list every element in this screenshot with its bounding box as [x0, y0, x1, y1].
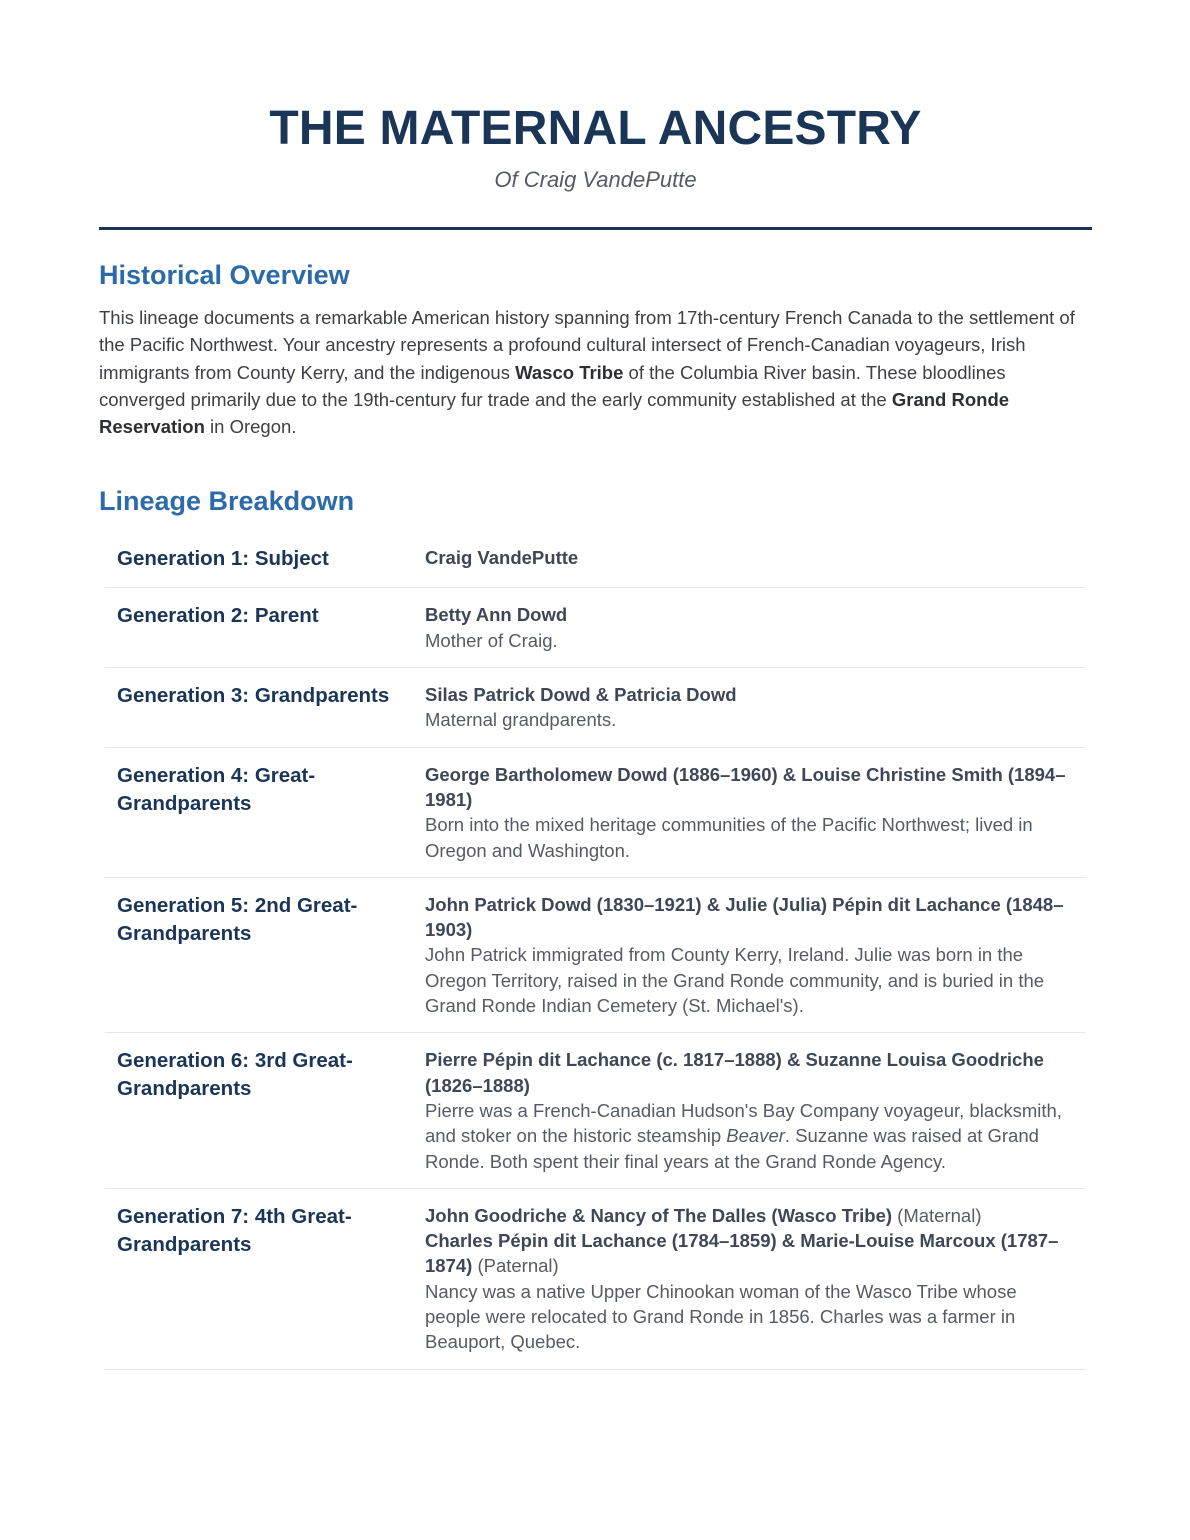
ancestor-names: Silas Patrick Dowd & Patricia Dowd [425, 684, 737, 706]
ancestor-note [425, 1098, 1074, 1174]
lineage-row-gen6 [105, 1033, 1086, 1188]
generation-label: Generation 1: Subject [105, 538, 417, 588]
overview-text: of the Columbia River basin. These bloodlines converged primarily due to the 19th-century fur trade and the early community established at the [99, 361, 1006, 410]
document-title: THE MATERNAL ANCESTRY [269, 102, 922, 155]
lineage-row-gen5 [105, 877, 1086, 1032]
note-text: . Suzanne was raised at Grand Ronde. Both spent their final years at the Grand Ronde Agency. [425, 1125, 1039, 1172]
generation-details [417, 668, 1086, 748]
lineage-row-gen7 [105, 1188, 1086, 1369]
lineage-row-gen2 [105, 588, 1086, 668]
note-text: Pierre was a French-Canadian Hudson's Bay Company voyageur, blacksmith, and stoker on the historic steamship [425, 1099, 1062, 1147]
document-subtitle: Of Craig VandePutte [494, 167, 697, 192]
ancestor-names: Charles Pépin dit Lachance (1784–1859) & Marie-Louise Marcoux (1787–1874) [425, 1230, 1059, 1277]
generation-label: Generation 6: 3rd Great-Grandparents [105, 1033, 417, 1188]
lineage-table [105, 538, 1086, 1369]
generation-label: Generation 7: 4th Great-Grandparents [105, 1188, 417, 1369]
ancestor-note: John Patrick immigrated from County Kerry, Ireland. Julie was born in the Oregon Territory, raised in the Grand Ronde community, and is buried in the Grand Ronde Indian Cemetery (St. Michael's). [425, 944, 1045, 1017]
lineage-row-gen3 [105, 668, 1086, 748]
generation-details [417, 538, 1086, 588]
generation-details [417, 877, 1086, 1032]
ancestor-note: Born into the mixed heritage communities of the Pacific Northwest; lived in Oregon and Washington. [425, 814, 1033, 861]
ship-name: Beaver [726, 1125, 785, 1147]
overview-text: in Oregon. [204, 416, 297, 438]
generation-details [417, 588, 1086, 668]
generation-label: Generation 4: Great-Grandparents [105, 747, 417, 877]
ancestor-note: Mother of Craig. [425, 629, 558, 651]
overview-heading: Historical Overview [99, 260, 350, 290]
overview-paragraph [99, 304, 1092, 440]
title-divider [99, 227, 1092, 230]
ancestor-names: George Bartholomew Dowd (1886–1960) & Louise Christine Smith (1894–1981) [425, 763, 1066, 810]
lineage-row-gen4 [105, 747, 1086, 877]
maternal-line [425, 1203, 1074, 1228]
ancestor-note: Maternal grandparents. [425, 709, 617, 731]
generation-label: Generation 3: Grandparents [105, 668, 417, 748]
overview-bold-grand-ronde: Grand Ronde Reservation [99, 388, 1010, 438]
generation-details [417, 1033, 1086, 1188]
generation-label: Generation 2: Parent [105, 588, 417, 668]
document-page [99, 0, 1092, 1370]
line-tag-paternal: (Paternal) [472, 1255, 559, 1277]
ancestor-names: Craig VandePutte [425, 547, 579, 569]
lineage-heading: Lineage Breakdown [99, 486, 355, 517]
generation-label: Generation 5: 2nd Great-Grandparents [105, 877, 417, 1032]
ancestor-names: Betty Ann Dowd [425, 604, 568, 626]
lineage-row-gen1 [105, 538, 1086, 588]
overview-bold-wasco: Wasco Tribe [515, 361, 624, 383]
ancestor-names: John Goodriche & Nancy of The Dalles (Wasco Tribe) [425, 1204, 893, 1226]
paternal-line [425, 1228, 1074, 1279]
overview-text: This lineage documents a remarkable American history spanning from 17th-century French Canada to the settlement of the Pacific Northwest. Your ancestry represents a profound cultural intersect of French-Canadian voyageurs, Irish immigrants from County Kerry, and the indigenous [99, 307, 1075, 383]
ancestor-note: Nancy was a native Upper Chinookan woman of the Wasco Tribe whose people were relocated to Grand Ronde in 1856. Charles was a farmer in Beauport, Quebec. [425, 1280, 1017, 1353]
ancestor-names: John Patrick Dowd (1830–1921) & Julie (Julia) Pépin dit Lachance (1848–1903) [425, 893, 1064, 941]
line-tag-maternal: (Maternal) [892, 1204, 982, 1226]
generation-details [417, 1188, 1086, 1369]
generation-details [417, 747, 1086, 877]
ancestor-names: Pierre Pépin dit Lachance (c. 1817–1888) & Suzanne Louisa Goodriche (1826–1888) [425, 1049, 1044, 1096]
